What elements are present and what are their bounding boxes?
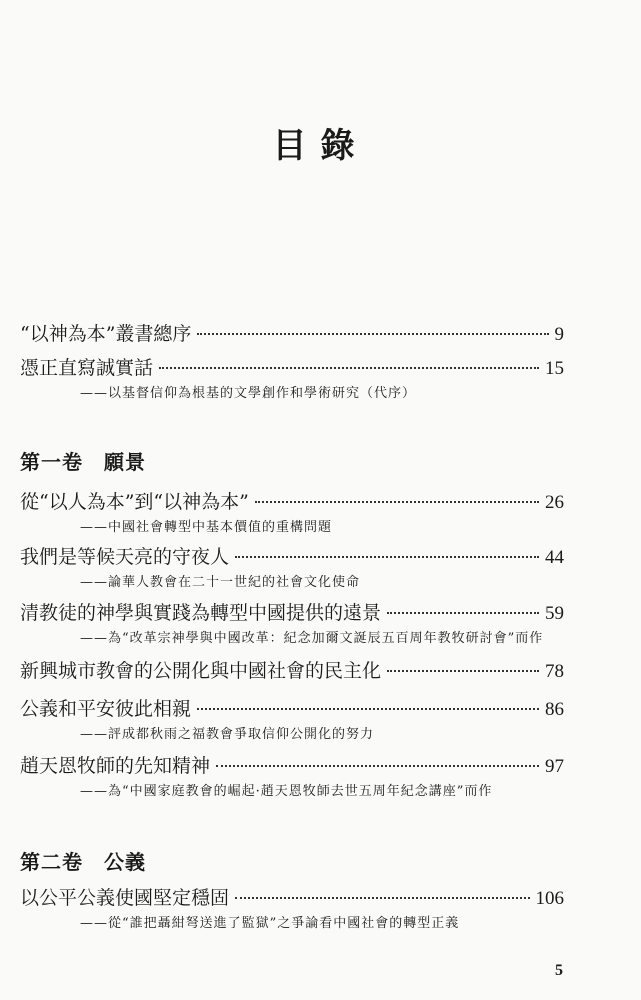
entry-title: 從“以人為本”到“以神為本” [20,491,249,513]
toc-entry[interactable] [20,754,564,801]
entry-subtitle: ——從“誰把聶紺弩送進了監獄”之爭論看中國社會的轉型正義 [80,916,460,931]
entry-title: “以神為本”叢書總序 [20,323,192,345]
entry-subtitle: ——以基督信仰為根基的文學創作和學術研究（代序） [80,386,417,401]
dot-leader [159,367,539,369]
entry-title: 我們是等候天亮的守夜人 [20,546,230,568]
entry-subtitle: ——論華人教會在二十一世紀的社會文化使命 [80,575,361,590]
toc-entry[interactable] [20,545,564,592]
page-title: 目錄 [272,126,369,166]
page-number: 5 [555,962,563,979]
entry-title: 新興城市教會的公開化與中國社會的民主化 [20,660,382,682]
entry-page: 9 [554,324,564,345]
toc-entry[interactable] [20,322,564,347]
toc-entry[interactable] [20,490,564,537]
entry-title: 趙天恩牧師的先知精神 [20,755,211,777]
toc-entry[interactable] [20,886,564,933]
section-heading: 第一卷 願景 [20,450,146,474]
entry-page: 44 [545,547,564,568]
entry-title: 以公平公義使國堅定穩固 [20,887,230,909]
dot-leader [235,556,539,558]
entry-subtitle: ——中國社會轉型中基本價值的重構問題 [80,520,333,535]
dot-leader [235,897,529,899]
entry-subtitle: ——評成都秋雨之福教會爭取信仰公開化的努力 [80,727,375,742]
entry-subtitle: ——為“中國家庭教會的崛起·趙天恩牧師去世五周年紀念講座”而作 [80,784,493,799]
entry-page: 97 [545,756,564,777]
entry-page: 86 [545,699,564,720]
entry-page: 26 [545,492,564,513]
dot-leader [216,765,539,767]
toc-entry[interactable] [20,697,564,744]
entry-subtitle: ——為“改革宗神學與中國改革：紀念加爾文誕辰五百周年教牧研討會”而作 [80,631,544,646]
entry-page: 15 [545,358,564,379]
dot-leader [387,612,539,614]
dot-leader [255,501,539,503]
entry-page: 106 [535,888,564,909]
dot-leader [387,670,539,672]
toc-entry[interactable] [20,356,564,403]
entry-page: 59 [545,603,564,624]
dot-leader [197,333,548,335]
entry-title: 清教徒的神學與實踐為轉型中國提供的遠景 [20,602,382,624]
toc-entry[interactable] [20,601,564,648]
entry-title: 公義和平安彼此相親 [20,698,192,720]
toc-entry[interactable] [20,659,564,684]
section-heading: 第二卷 公義 [20,850,146,874]
entry-title: 憑正直寫誠實話 [20,357,154,379]
entry-page: 78 [545,661,564,682]
dot-leader [197,708,539,710]
